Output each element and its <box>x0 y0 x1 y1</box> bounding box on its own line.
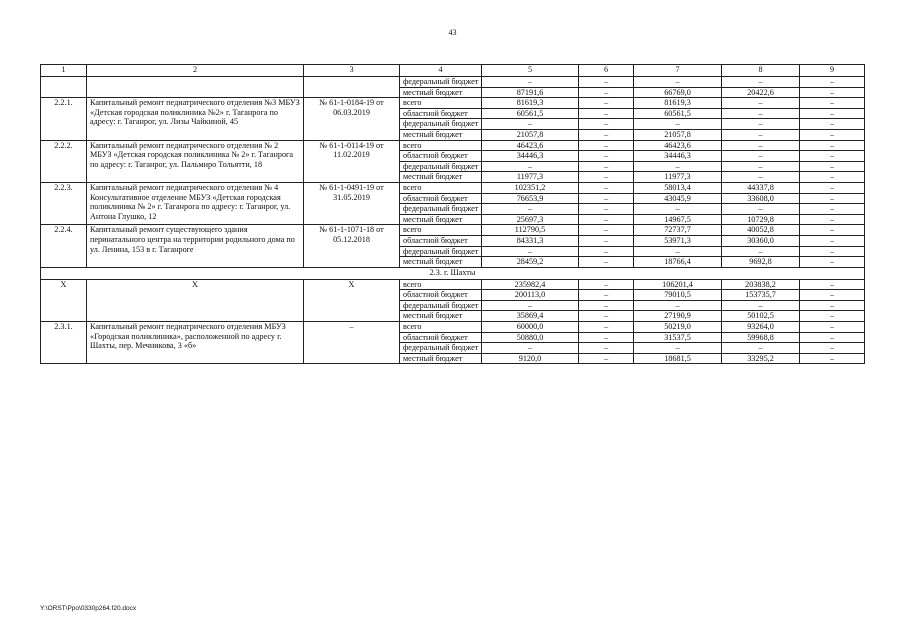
value-cell: – <box>579 108 634 119</box>
value-cell: 34446,3 <box>482 151 579 162</box>
value-cell: – <box>579 246 634 257</box>
funding-source-label: местный бюджет <box>400 172 482 183</box>
value-cell: 72737,7 <box>634 225 722 236</box>
value-cell: 60561,5 <box>482 108 579 119</box>
value-cell: 9692,8 <box>722 257 800 268</box>
funding-source-label: областной бюджет <box>400 235 482 246</box>
column-header: 3 <box>304 65 400 77</box>
value-cell: – <box>722 246 800 257</box>
value-cell: 87191,6 <box>482 87 579 98</box>
value-cell: – <box>800 140 865 151</box>
value-cell: – <box>800 311 865 322</box>
value-cell: – <box>800 98 865 109</box>
value-cell: 106201,4 <box>634 279 722 290</box>
table-row <box>41 98 865 109</box>
value-cell: – <box>579 311 634 322</box>
value-cell: – <box>800 246 865 257</box>
value-cell: – <box>722 151 800 162</box>
funding-source-label: федеральный бюджет <box>400 204 482 215</box>
footer-file-path: Y:\ORST\Ppo\0330p264.f20.docx <box>40 605 137 612</box>
value-cell: 58013,4 <box>634 182 722 193</box>
column-number-row <box>41 65 865 77</box>
value-cell: – <box>800 257 865 268</box>
value-cell: – <box>800 214 865 225</box>
item-number: 2.2.4. <box>41 225 87 267</box>
value-cell: – <box>579 300 634 311</box>
value-cell: 81619,3 <box>634 98 722 109</box>
x-mark: Х <box>87 279 304 321</box>
value-cell: 43045,9 <box>634 193 722 204</box>
table-row <box>41 77 865 88</box>
funding-source-label: федеральный бюджет <box>400 161 482 172</box>
funding-source-label: всего <box>400 98 482 109</box>
value-cell: – <box>722 119 800 130</box>
value-cell: – <box>579 161 634 172</box>
value-cell: – <box>634 161 722 172</box>
value-cell: – <box>634 204 722 215</box>
value-cell: – <box>800 322 865 333</box>
document-reference: № 61-1-0184-19 от 06.03.2019 <box>304 98 400 140</box>
value-cell: 27190,9 <box>634 311 722 322</box>
item-number: 2.2.2. <box>41 140 87 182</box>
value-cell: 50219,0 <box>634 322 722 333</box>
section-header-row <box>41 267 865 279</box>
value-cell: 18766,4 <box>634 257 722 268</box>
value-cell: 11977,3 <box>634 172 722 183</box>
empty-cell <box>41 77 87 98</box>
value-cell: – <box>800 332 865 343</box>
funding-source-label: областной бюджет <box>400 193 482 204</box>
value-cell: – <box>579 214 634 225</box>
value-cell: 18681,5 <box>634 353 722 364</box>
value-cell: – <box>579 151 634 162</box>
document-reference: № 61-1-0114-19 от 11.02.2019 <box>304 140 400 182</box>
funding-source-label: местный бюджет <box>400 129 482 140</box>
table-row <box>41 322 865 333</box>
section-title: 2.3. г. Шахты <box>41 267 865 279</box>
value-cell: – <box>722 343 800 354</box>
value-cell: 102351,2 <box>482 182 579 193</box>
value-cell: 81619,3 <box>482 98 579 109</box>
value-cell: – <box>800 172 865 183</box>
table-row <box>41 225 865 236</box>
value-cell: – <box>482 161 579 172</box>
value-cell: – <box>800 77 865 88</box>
value-cell: 46423,6 <box>482 140 579 151</box>
value-cell: 34446,3 <box>634 151 722 162</box>
project-description: Капитальный ремонт педиатрического отделения №3 МБУЗ «Детская городская поликлиника №2» г. Таганрога по адресу: г. Таганрог, ул. Лизы Чайкиной, 45 <box>87 98 304 140</box>
funding-source-label: местный бюджет <box>400 214 482 225</box>
value-cell: – <box>634 343 722 354</box>
value-cell: 14967,5 <box>634 214 722 225</box>
column-header: 8 <box>722 65 800 77</box>
value-cell: – <box>800 193 865 204</box>
funding-source-label: областной бюджет <box>400 108 482 119</box>
value-cell: 9120,0 <box>482 353 579 364</box>
value-cell: 40052,8 <box>722 225 800 236</box>
value-cell: – <box>579 322 634 333</box>
value-cell: – <box>482 300 579 311</box>
column-header: 7 <box>634 65 722 77</box>
value-cell: 10729,8 <box>722 214 800 225</box>
value-cell: 153735,7 <box>722 290 800 301</box>
value-cell: – <box>722 108 800 119</box>
value-cell: 93264,0 <box>722 322 800 333</box>
funding-source-label: всего <box>400 182 482 193</box>
empty-cell <box>304 77 400 98</box>
value-cell: – <box>579 193 634 204</box>
value-cell: – <box>800 279 865 290</box>
project-description: Капитальный ремонт существующего здания перинатального центра на территории родильного дома по ул. Ленина, 153 в г. Таганроге <box>87 225 304 267</box>
value-cell: – <box>579 119 634 130</box>
funding-source-label: местный бюджет <box>400 311 482 322</box>
value-cell: – <box>579 87 634 98</box>
value-cell: 25697,3 <box>482 214 579 225</box>
value-cell: – <box>722 129 800 140</box>
column-header: 6 <box>579 65 634 77</box>
value-cell: – <box>722 172 800 183</box>
value-cell: – <box>722 140 800 151</box>
value-cell: – <box>579 332 634 343</box>
value-cell: 203838,2 <box>722 279 800 290</box>
value-cell: – <box>800 235 865 246</box>
funding-source-label: федеральный бюджет <box>400 343 482 354</box>
value-cell: 50102,5 <box>722 311 800 322</box>
value-cell: – <box>579 77 634 88</box>
value-cell: – <box>482 246 579 257</box>
value-cell: 35869,4 <box>482 311 579 322</box>
funding-source-label: местный бюджет <box>400 87 482 98</box>
value-cell: – <box>800 182 865 193</box>
value-cell: 33295,2 <box>722 353 800 364</box>
item-number: 2.2.1. <box>41 98 87 140</box>
value-cell: – <box>634 246 722 257</box>
column-header: 9 <box>800 65 865 77</box>
funding-source-label: областной бюджет <box>400 151 482 162</box>
document-reference: – <box>304 322 400 364</box>
value-cell: – <box>579 98 634 109</box>
value-cell: – <box>579 353 634 364</box>
value-cell: – <box>722 98 800 109</box>
value-cell: – <box>579 290 634 301</box>
value-cell: – <box>722 204 800 215</box>
value-cell: 33608,0 <box>722 193 800 204</box>
value-cell: – <box>579 343 634 354</box>
value-cell: – <box>579 129 634 140</box>
funding-source-label: федеральный бюджет <box>400 119 482 130</box>
value-cell: 21057,8 <box>634 129 722 140</box>
value-cell: – <box>800 108 865 119</box>
value-cell: – <box>722 161 800 172</box>
table-body <box>41 65 865 364</box>
value-cell: 200113,0 <box>482 290 579 301</box>
budget-table <box>40 64 865 364</box>
value-cell: – <box>634 119 722 130</box>
value-cell: 31537,5 <box>634 332 722 343</box>
project-description: Капитальный ремонт педиатрического отделения № 4 Консультативное отделение МБУЗ «Детская городская поликлиника № 2» г. Таганрога по адресу: г. Таганрог, ул. Антона Глушко, 12 <box>87 182 304 224</box>
value-cell: – <box>579 140 634 151</box>
value-cell: – <box>800 151 865 162</box>
funding-source-label: федеральный бюджет <box>400 300 482 311</box>
table-row <box>41 279 865 290</box>
x-mark: Х <box>41 279 87 321</box>
funding-source-label: всего <box>400 225 482 236</box>
value-cell: – <box>800 353 865 364</box>
column-header: 5 <box>482 65 579 77</box>
funding-source-label: федеральный бюджет <box>400 77 482 88</box>
funding-source-label: местный бюджет <box>400 353 482 364</box>
value-cell: 84331,3 <box>482 235 579 246</box>
value-cell: 235982,4 <box>482 279 579 290</box>
value-cell: 53971,3 <box>634 235 722 246</box>
funding-source-label: всего <box>400 279 482 290</box>
value-cell: 20422,6 <box>722 87 800 98</box>
value-cell: 60000,0 <box>482 322 579 333</box>
table-row <box>41 140 865 151</box>
value-cell: – <box>579 235 634 246</box>
funding-source-label: всего <box>400 140 482 151</box>
funding-source-label: областной бюджет <box>400 332 482 343</box>
value-cell: – <box>579 225 634 236</box>
value-cell: 28459,2 <box>482 257 579 268</box>
value-cell: – <box>634 300 722 311</box>
value-cell: 21057,8 <box>482 129 579 140</box>
funding-source-label: федеральный бюджет <box>400 246 482 257</box>
column-header: 4 <box>400 65 482 77</box>
x-mark: Х <box>304 279 400 321</box>
value-cell: 112790,5 <box>482 225 579 236</box>
value-cell: – <box>579 182 634 193</box>
document-reference: № 61-1-0491-19 от 31.05.2019 <box>304 182 400 224</box>
value-cell: 46423,6 <box>634 140 722 151</box>
value-cell: 30360,0 <box>722 235 800 246</box>
project-description: Капитальный ремонт педиатрического отделения № 2 МБУЗ «Детская городская поликлиника № 2» г. Таганрога по адресу: г. Таганрог, ул. Пальмиро Тольятти, 18 <box>87 140 304 182</box>
project-description: Капитальный ремонт педиатрического отделения МБУЗ «Городская поликлиника», расположенной по адресу г. Шахты, пер. Мечникова, 3 «б» <box>87 322 304 364</box>
value-cell: 59968,8 <box>722 332 800 343</box>
value-cell: – <box>800 204 865 215</box>
value-cell: 44337,8 <box>722 182 800 193</box>
item-number: 2.3.1. <box>41 322 87 364</box>
value-cell: 60561,5 <box>634 108 722 119</box>
value-cell: – <box>800 119 865 130</box>
value-cell: – <box>482 204 579 215</box>
value-cell: – <box>722 300 800 311</box>
empty-cell <box>87 77 304 98</box>
item-number: 2.2.3. <box>41 182 87 224</box>
page-number: 43 <box>448 28 457 37</box>
value-cell: – <box>800 300 865 311</box>
value-cell: – <box>800 129 865 140</box>
table-row <box>41 182 865 193</box>
value-cell: – <box>634 77 722 88</box>
value-cell: – <box>722 77 800 88</box>
value-cell: – <box>482 119 579 130</box>
funding-source-label: всего <box>400 322 482 333</box>
value-cell: – <box>482 77 579 88</box>
value-cell: 66769,0 <box>634 87 722 98</box>
column-header: 2 <box>87 65 304 77</box>
value-cell: – <box>800 343 865 354</box>
value-cell: – <box>579 279 634 290</box>
funding-source-label: местный бюджет <box>400 257 482 268</box>
value-cell: – <box>579 172 634 183</box>
value-cell: – <box>800 87 865 98</box>
value-cell: – <box>800 161 865 172</box>
value-cell: – <box>800 225 865 236</box>
value-cell: – <box>482 343 579 354</box>
funding-source-label: областной бюджет <box>400 290 482 301</box>
value-cell: – <box>579 204 634 215</box>
column-header: 1 <box>41 65 87 77</box>
value-cell: – <box>800 290 865 301</box>
value-cell: 50880,0 <box>482 332 579 343</box>
value-cell: 79010,5 <box>634 290 722 301</box>
value-cell: – <box>579 257 634 268</box>
document-reference: № 61-1-1071-18 от 05.12.2018 <box>304 225 400 267</box>
value-cell: 11977,3 <box>482 172 579 183</box>
value-cell: 76653,9 <box>482 193 579 204</box>
